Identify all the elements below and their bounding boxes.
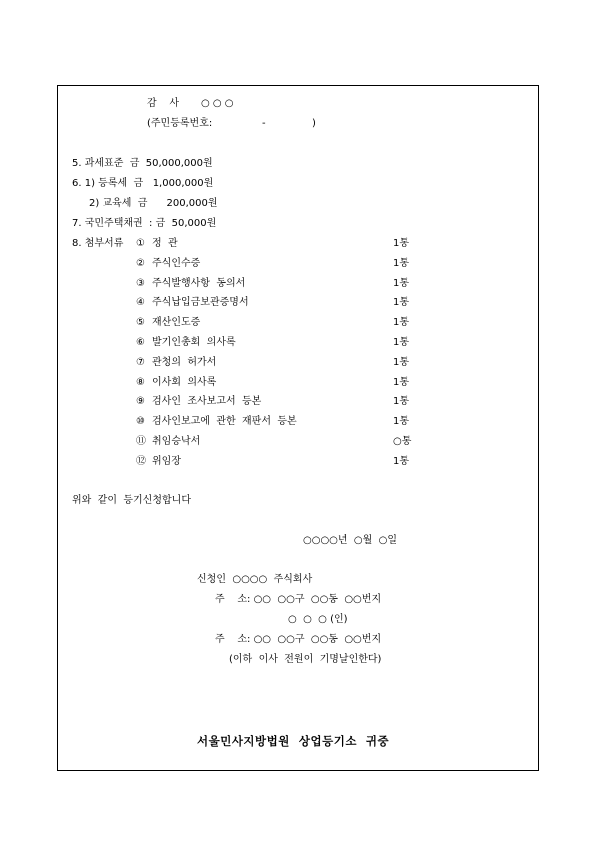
attachment-name: 검사인보고에 관한 재판서 등본	[152, 416, 297, 427]
attachment-count: 1통	[393, 258, 410, 269]
item-5-tax-base: 5. 과세표준 금 50,000,000원	[72, 158, 213, 169]
attachment-count: 1통	[393, 357, 410, 368]
application-statement: 위와 같이 등기신청합니다	[72, 495, 191, 506]
applicant-address: 주 소: ○○ ○○구 ○○동 ○○번지	[215, 594, 382, 605]
attachment-name: 취임승낙서	[152, 436, 201, 447]
attachment-mark: ⑨	[136, 396, 145, 407]
applicant-company: 신청인 ○○○○ 주식회사	[197, 574, 313, 585]
attachment-mark: ②	[136, 258, 145, 269]
attachment-mark: ⑩	[136, 416, 145, 427]
attachment-count: ○통	[393, 436, 412, 447]
attachment-count: 1통	[393, 337, 410, 348]
attachment-count: 1통	[393, 278, 410, 289]
attachment-mark: ⑪	[136, 436, 146, 447]
attachment-mark: ③	[136, 278, 145, 289]
attachment-count: 1통	[393, 456, 410, 467]
attachment-name: 관청의 허가서	[152, 357, 217, 368]
item-8-attachments-label: 8. 첨부서류	[72, 238, 124, 249]
attachment-count: 1통	[393, 317, 410, 328]
auditor-name: ○ ○ ○	[201, 98, 234, 109]
attachment-name: 주식발행사항 동의서	[152, 278, 246, 289]
attachment-mark: ⑥	[136, 337, 145, 348]
attachment-name: 검사인 조사보고서 등본	[152, 396, 262, 407]
attachment-name: 재산인도증	[152, 317, 201, 328]
attachment-name: 주식인수증	[152, 258, 201, 269]
attachment-mark: ⑤	[136, 317, 145, 328]
directors-seal-note: (이하 이사 전원이 기명날인한다)	[229, 654, 382, 665]
resident-id-close: )	[312, 118, 316, 129]
representative-seal: ○ ○ ○ (인)	[288, 614, 348, 625]
attachment-name: 발기인총회 의사록	[152, 337, 236, 348]
representative-address: 주 소: ○○ ○○구 ○○동 ○○번지	[215, 634, 382, 645]
item-6-registration-tax: 6. 1) 등록세 금 1,000,000원	[72, 178, 214, 189]
attachment-count: 1통	[393, 416, 410, 427]
auditor-label: 감 사	[147, 98, 180, 109]
attachment-name: 정 관	[152, 238, 178, 249]
item-7-housing-bond: 7. 국민주택채권 : 금 50,000원	[72, 218, 217, 229]
attachment-count: 1통	[393, 396, 410, 407]
item-6-education-tax: 2) 교육세 금 200,000원	[89, 198, 218, 209]
attachment-name: 위임장	[152, 456, 181, 467]
court-addressee: 서울민사지방법원 상업등기소 귀중	[197, 734, 390, 748]
attachment-mark: ④	[136, 297, 145, 308]
resident-id-dash: -	[262, 118, 266, 129]
attachment-count: 1통	[393, 238, 410, 249]
attachment-count: 1통	[393, 297, 410, 308]
attachment-mark: ⑦	[136, 357, 145, 368]
attachment-mark: ①	[136, 238, 145, 249]
attachment-name: 이사회 의사록	[152, 377, 217, 388]
attachment-count: 1통	[393, 377, 410, 388]
attachment-mark: ⑧	[136, 377, 145, 388]
application-date: ○○○○년 ○월 ○일	[303, 535, 398, 546]
attachment-mark: ⑫	[136, 456, 146, 467]
resident-id-label: (주민등록번호:	[147, 118, 213, 129]
attachment-name: 주식납입금보관증명서	[152, 297, 249, 308]
